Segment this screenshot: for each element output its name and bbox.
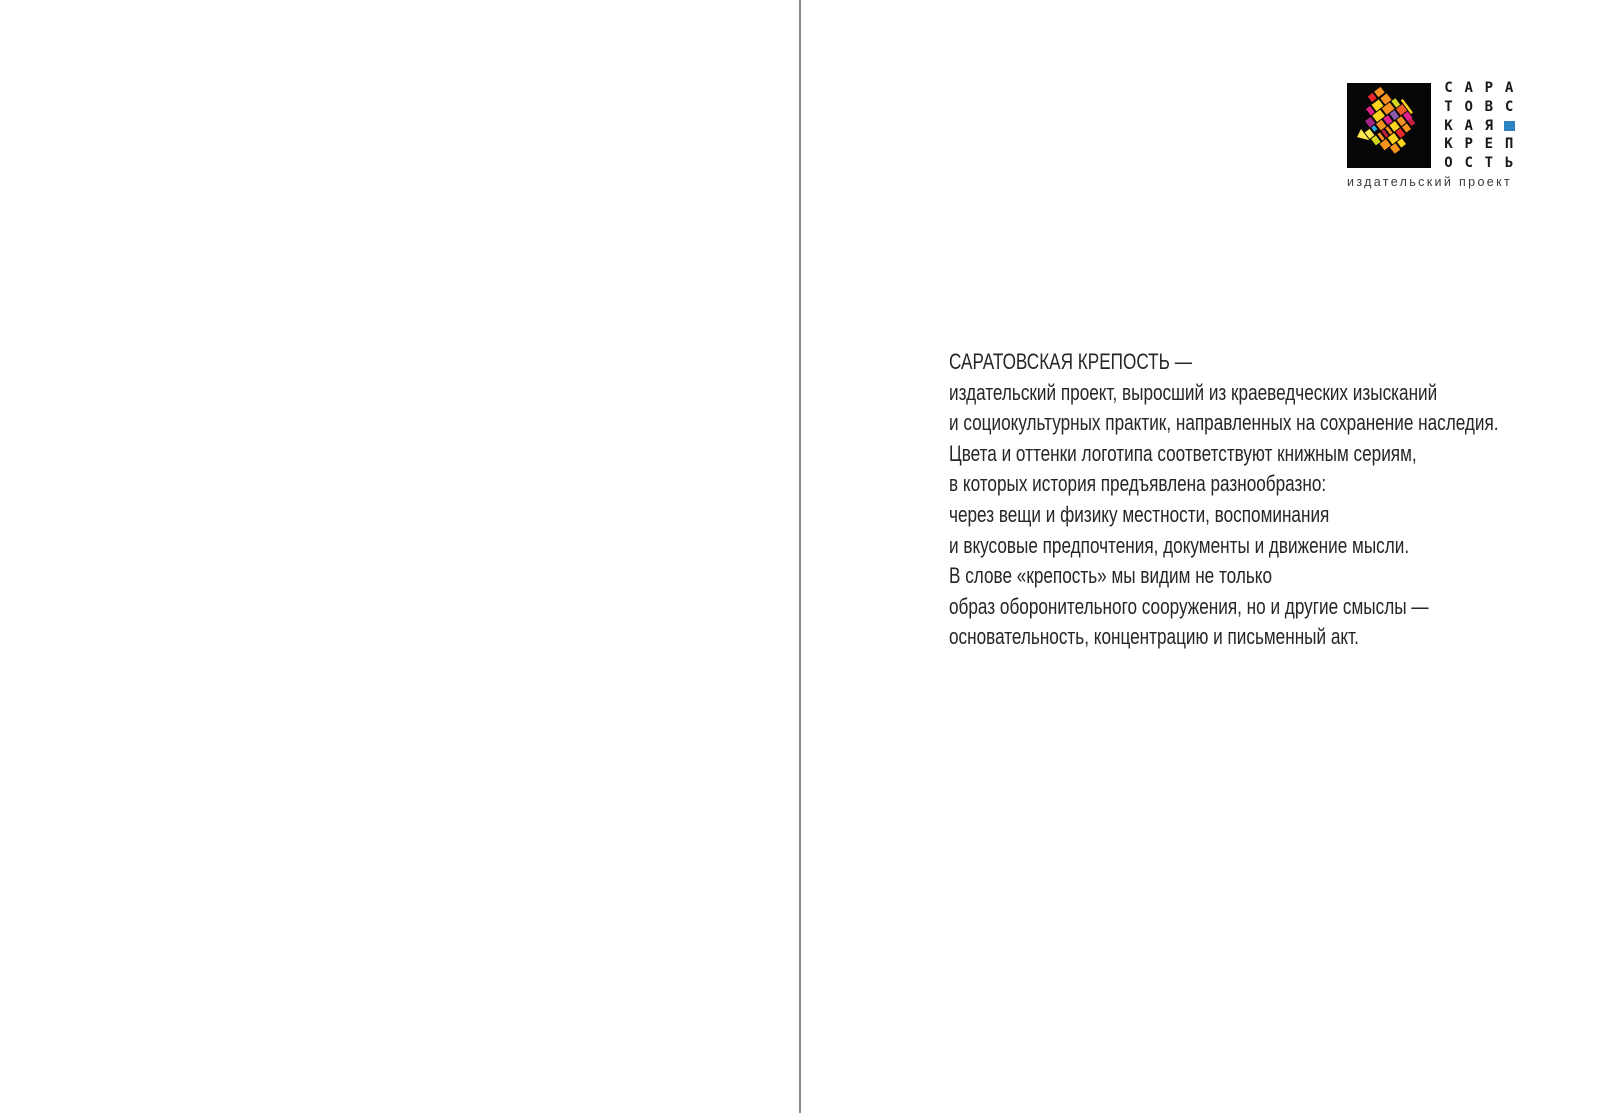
- logo-letter-cell: К: [1444, 117, 1453, 134]
- logo-letter-grid: [1443, 80, 1515, 172]
- about-line: и социокультурных практик, направленных на сохранение наследия.: [949, 410, 1499, 436]
- logo-letter-cell: О: [1444, 155, 1453, 172]
- about-line: через вещи и физику местности, воспоминания: [949, 501, 1330, 527]
- logo-letter-cell: Т: [1444, 98, 1453, 115]
- logo-letter-cell: А: [1464, 117, 1473, 134]
- about-text-block: [949, 347, 1499, 653]
- about-line: Цвета и оттенки логотипа соответствуют книжным сериям,: [949, 440, 1417, 466]
- about-line: образ оборонительного сооружения, но и другие смыслы —: [949, 593, 1429, 619]
- about-lines: [949, 378, 1499, 653]
- logo-black-square: [1347, 83, 1431, 168]
- logo-letter-cell: Р: [1464, 136, 1473, 153]
- about-line: и вкусовые предпочтения, документы и движение мысли.: [949, 532, 1410, 558]
- about-title: САРАТОВСКАЯ КРЕПОСТЬ —: [949, 349, 1192, 374]
- about-line: в которых история предъявлена разнообразно:: [949, 471, 1327, 497]
- logo-letter-cell: А: [1504, 80, 1514, 96]
- about-line: основательность, концентрацию и письменный акт.: [949, 624, 1359, 650]
- logo-letter-cell: А: [1464, 80, 1473, 96]
- spread-fold-divider: [799, 0, 801, 1113]
- logo-letter-cell: Р: [1484, 80, 1494, 96]
- logo-letter-cell: Ь: [1504, 155, 1514, 172]
- logo-letter-cell: Я: [1484, 117, 1494, 134]
- logo-letter-cell: О: [1464, 98, 1473, 115]
- logo-letter-cell: Е: [1484, 136, 1494, 153]
- logo-blue-square: [1504, 121, 1515, 131]
- logo-subtitle: издательский проект: [1347, 175, 1513, 189]
- about-line: В слове «крепость» мы видим не только: [949, 563, 1273, 589]
- logo-letter-cell: С: [1464, 155, 1473, 172]
- fortress-map-logo-mark: [1347, 83, 1431, 168]
- logo-letter-cell: В: [1484, 98, 1494, 115]
- publisher-logo: [1347, 80, 1527, 189]
- logo-letter-cell: Т: [1484, 155, 1494, 172]
- logo-letter-cell: С: [1504, 98, 1514, 115]
- about-line: издательский проект, выросший из краеведческих изысканий: [949, 379, 1438, 405]
- logo-letter-cell: С: [1444, 80, 1453, 96]
- logo-letter-cell: К: [1444, 136, 1453, 153]
- logo-letter-cell: П: [1504, 136, 1514, 153]
